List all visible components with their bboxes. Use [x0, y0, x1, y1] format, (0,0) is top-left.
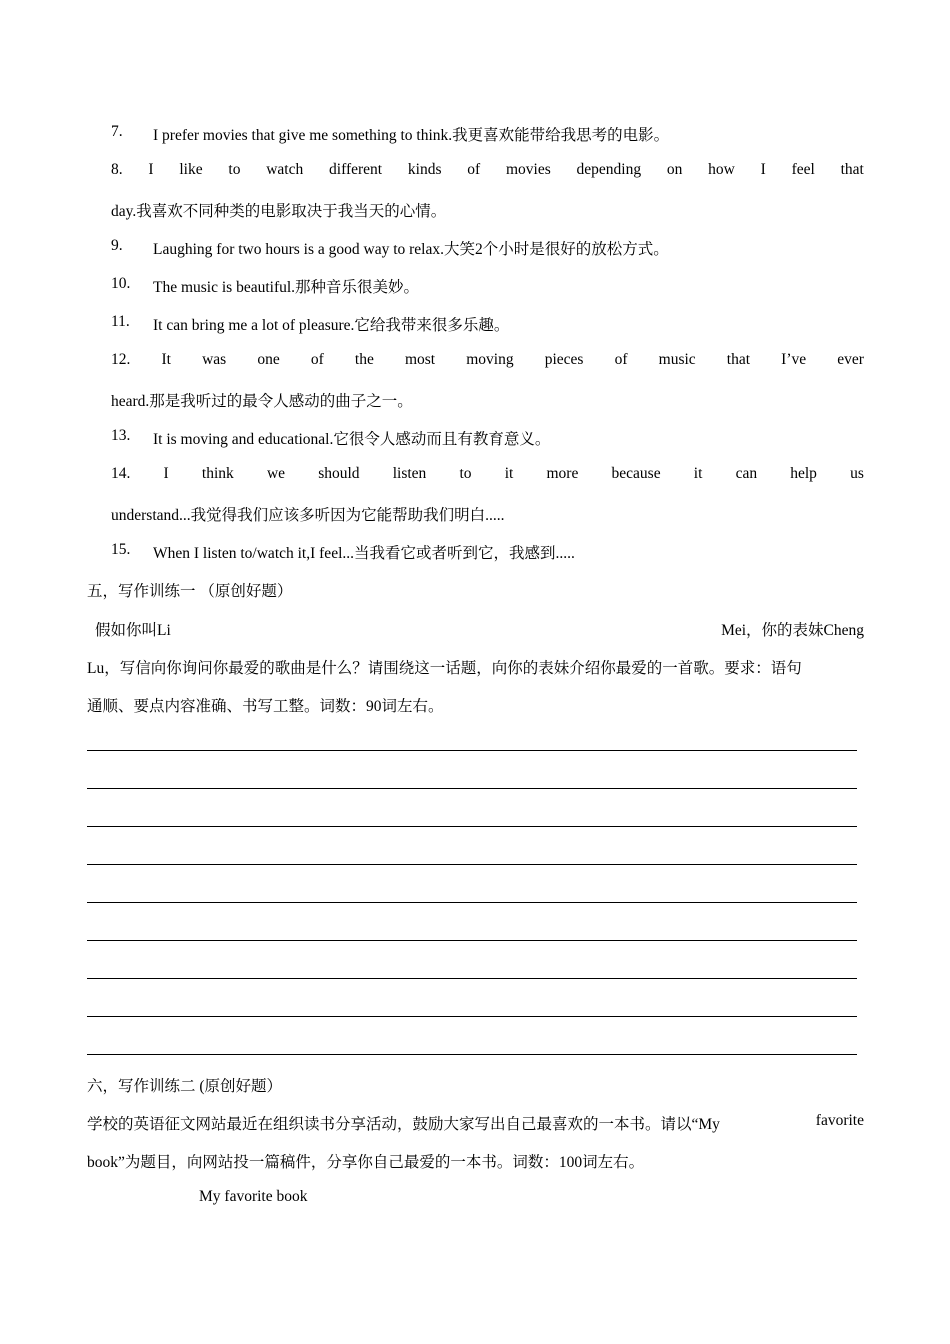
- word: to: [459, 465, 472, 482]
- writing-line[interactable]: [87, 1016, 857, 1017]
- word: that: [726, 351, 751, 368]
- word: us: [850, 465, 864, 482]
- sentence-continuation: understand...我觉得我们应该多听因为它能帮助我们明白.....: [111, 507, 505, 524]
- word: moving: [466, 351, 514, 368]
- word: on: [666, 161, 683, 178]
- justified-sentence: [111, 465, 864, 483]
- prompt-text: book”为题目，向网站投一篇稿件，分享你自己最爱的一本书。词数：100词左右。: [87, 1154, 645, 1171]
- word: we: [266, 465, 286, 482]
- word: feel: [791, 161, 815, 178]
- prompt-text: Lu，写信向你询问你最爱的歌曲是什么？请围绕这一话题，向你的表妹介绍你最爱的一首歌。要求：语句: [87, 660, 802, 677]
- writing-line[interactable]: [87, 1054, 857, 1055]
- essay-title: My favorite book: [199, 1188, 308, 1205]
- word: should: [318, 465, 360, 482]
- word: music: [658, 351, 696, 368]
- word: I: [760, 161, 766, 178]
- sentence-text: It is moving and educational.它很令人感动而且有教育意义。: [153, 431, 551, 448]
- sentence-number: 8.: [111, 161, 123, 178]
- word: it: [693, 465, 703, 482]
- word: to: [228, 161, 241, 178]
- sentence-number: 15.: [111, 541, 131, 558]
- word: ever: [837, 351, 864, 368]
- sentence-text: It can bring me a lot of pleasure.它给我带来很多乐趣。: [153, 317, 510, 334]
- word: movies: [505, 161, 551, 178]
- section-heading: 五，写作训练一 （原创好题）: [87, 583, 293, 600]
- writing-line[interactable]: [87, 940, 857, 941]
- word: the: [354, 351, 374, 368]
- sentence-number: 11.: [111, 313, 130, 330]
- writing-line[interactable]: [87, 826, 857, 827]
- word: can: [735, 465, 758, 482]
- sentence-number: 10.: [111, 275, 131, 292]
- word: that: [840, 161, 864, 178]
- word: most: [404, 351, 436, 368]
- word: think: [201, 465, 234, 482]
- sentence-number: 14.: [111, 465, 131, 482]
- sentence-number: 12.: [111, 351, 131, 368]
- word: watch: [266, 161, 304, 178]
- sentence-text: Laughing for two hours is a good way to relax.大笑2个小时是很好的放松方式。: [153, 241, 669, 258]
- word: pieces: [544, 351, 584, 368]
- word: was: [202, 351, 227, 368]
- prompt-text: favorite: [815, 1112, 864, 1129]
- word: one: [257, 351, 280, 368]
- word: help: [790, 465, 817, 482]
- sentence-number: 7.: [111, 123, 123, 140]
- prompt-text: Mei，你的表妹Cheng: [721, 622, 864, 639]
- word: of: [467, 161, 481, 178]
- word: of: [614, 351, 628, 368]
- writing-line[interactable]: [87, 864, 857, 865]
- sentence-continuation: heard.那是我听过的最令人感动的曲子之一。: [111, 393, 413, 410]
- word: kinds: [407, 161, 442, 178]
- word: I’ve: [781, 351, 807, 368]
- writing-line[interactable]: [87, 750, 857, 751]
- justified-sentence: [111, 351, 864, 369]
- word: it: [504, 465, 514, 482]
- word: because: [611, 465, 661, 482]
- sentence-number: 13.: [111, 427, 131, 444]
- word: different: [329, 161, 383, 178]
- word: It: [161, 351, 171, 368]
- writing-line[interactable]: [87, 788, 857, 789]
- word: depending: [576, 161, 642, 178]
- word: I: [163, 465, 169, 482]
- sentence-continuation: day.我喜欢不同种类的电影取决于我当天的心情。: [111, 203, 447, 220]
- writing-line[interactable]: [87, 978, 857, 979]
- prompt-text: 通顺、要点内容准确、书写工整。词数：90词左右。: [87, 698, 444, 715]
- prompt-text: 假如你叫Li: [95, 622, 171, 639]
- word: more: [546, 465, 579, 482]
- word: I: [148, 161, 154, 178]
- section-heading: 六，写作训练二 (原创好题）: [87, 1078, 283, 1095]
- writing-line[interactable]: [87, 902, 857, 903]
- word: listen: [392, 465, 427, 482]
- justified-sentence: [111, 161, 864, 179]
- word: of: [310, 351, 324, 368]
- sentence-text: When I listen to/watch it,I feel...当我看它或者听到它，我感到.....: [153, 545, 575, 562]
- prompt-text: 学校的英语征文网站最近在组织读书分享活动，鼓励大家写出自己最喜欢的一本书。请以“My: [87, 1116, 720, 1133]
- sentence-text: I prefer movies that give me something to think.我更喜欢能带给我思考的电影。: [153, 127, 670, 144]
- word: like: [179, 161, 203, 178]
- sentence-text: The music is beautiful.那种音乐很美妙。: [153, 279, 420, 296]
- word: how: [708, 161, 735, 178]
- sentence-number: 9.: [111, 237, 123, 254]
